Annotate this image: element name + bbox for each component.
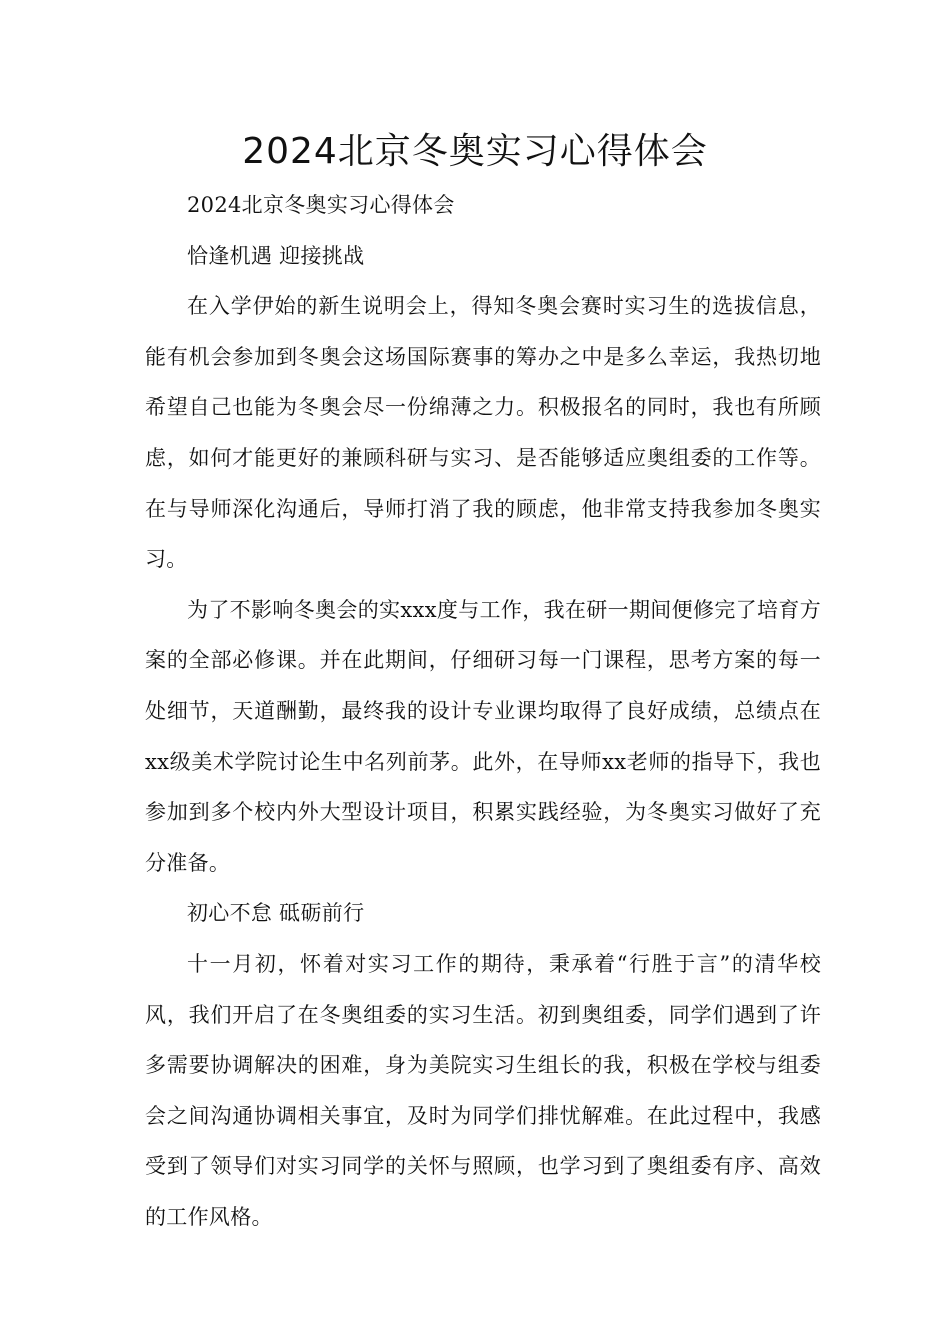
section-heading-2: 初心不怠 砥砺前行 (187, 901, 365, 926)
section-heading-1: 恰逢机遇 迎接挑战 (187, 243, 365, 268)
document-title: 2024北京冬奥实习心得体会 (242, 131, 708, 172)
subtitle-paragraph: 2024北京冬奥实习心得体会 (187, 193, 455, 217)
body-paragraph-2: 为了不影响冬奥会的实xxx度与工作，我在研一期间便修完了培育方案的全部必修课。并在此期间，仔细研习每一门课程，思考方案的每一处细节，天道酬勤，最终我的设计专业课均取得了良好成绩，总绩点在xx级美术学院讨论生中名列前茅。此外，在导师xx老师的指导下，我也参加到多个校内外大型设计项目，积累实践经验，为冬奥实习做好了充分准备。 (145, 597, 821, 875)
document-body (145, 180, 821, 1242)
body-paragraph-3: 十一月初，怀着对实习工作的期待，秉承着“行胜于言”的清华校风，我们开启了在冬奥组委的实习生活。初到奥组委，同学们遇到了许多需要协调解决的困难，身为美院实习生组长的我，积极在学校与组委会之间沟通协调相关事宜，及时为同学们排忧解难。在此过程中，我感受到了领导们对实习同学的关怀与照顾，也学习到了奥组委有序、高效的工作风格。 (145, 951, 821, 1229)
body-paragraph-1: 在入学伊始的新生说明会上，得知冬奥会赛时实习生的选拔信息，能有机会参加到冬奥会这场国际赛事的筹办之中是多么幸运，我热切地希望自己也能为冬奥会尽一份绵薄之力。积极报名的同时，我也有所顾虑，如何才能更好的兼顾科研与实习、是否能够适应奥组委的工作等。在与导师深化沟通后，导师打消了我的顾虑，他非常支持我参加冬奥实习。 (145, 294, 821, 572)
